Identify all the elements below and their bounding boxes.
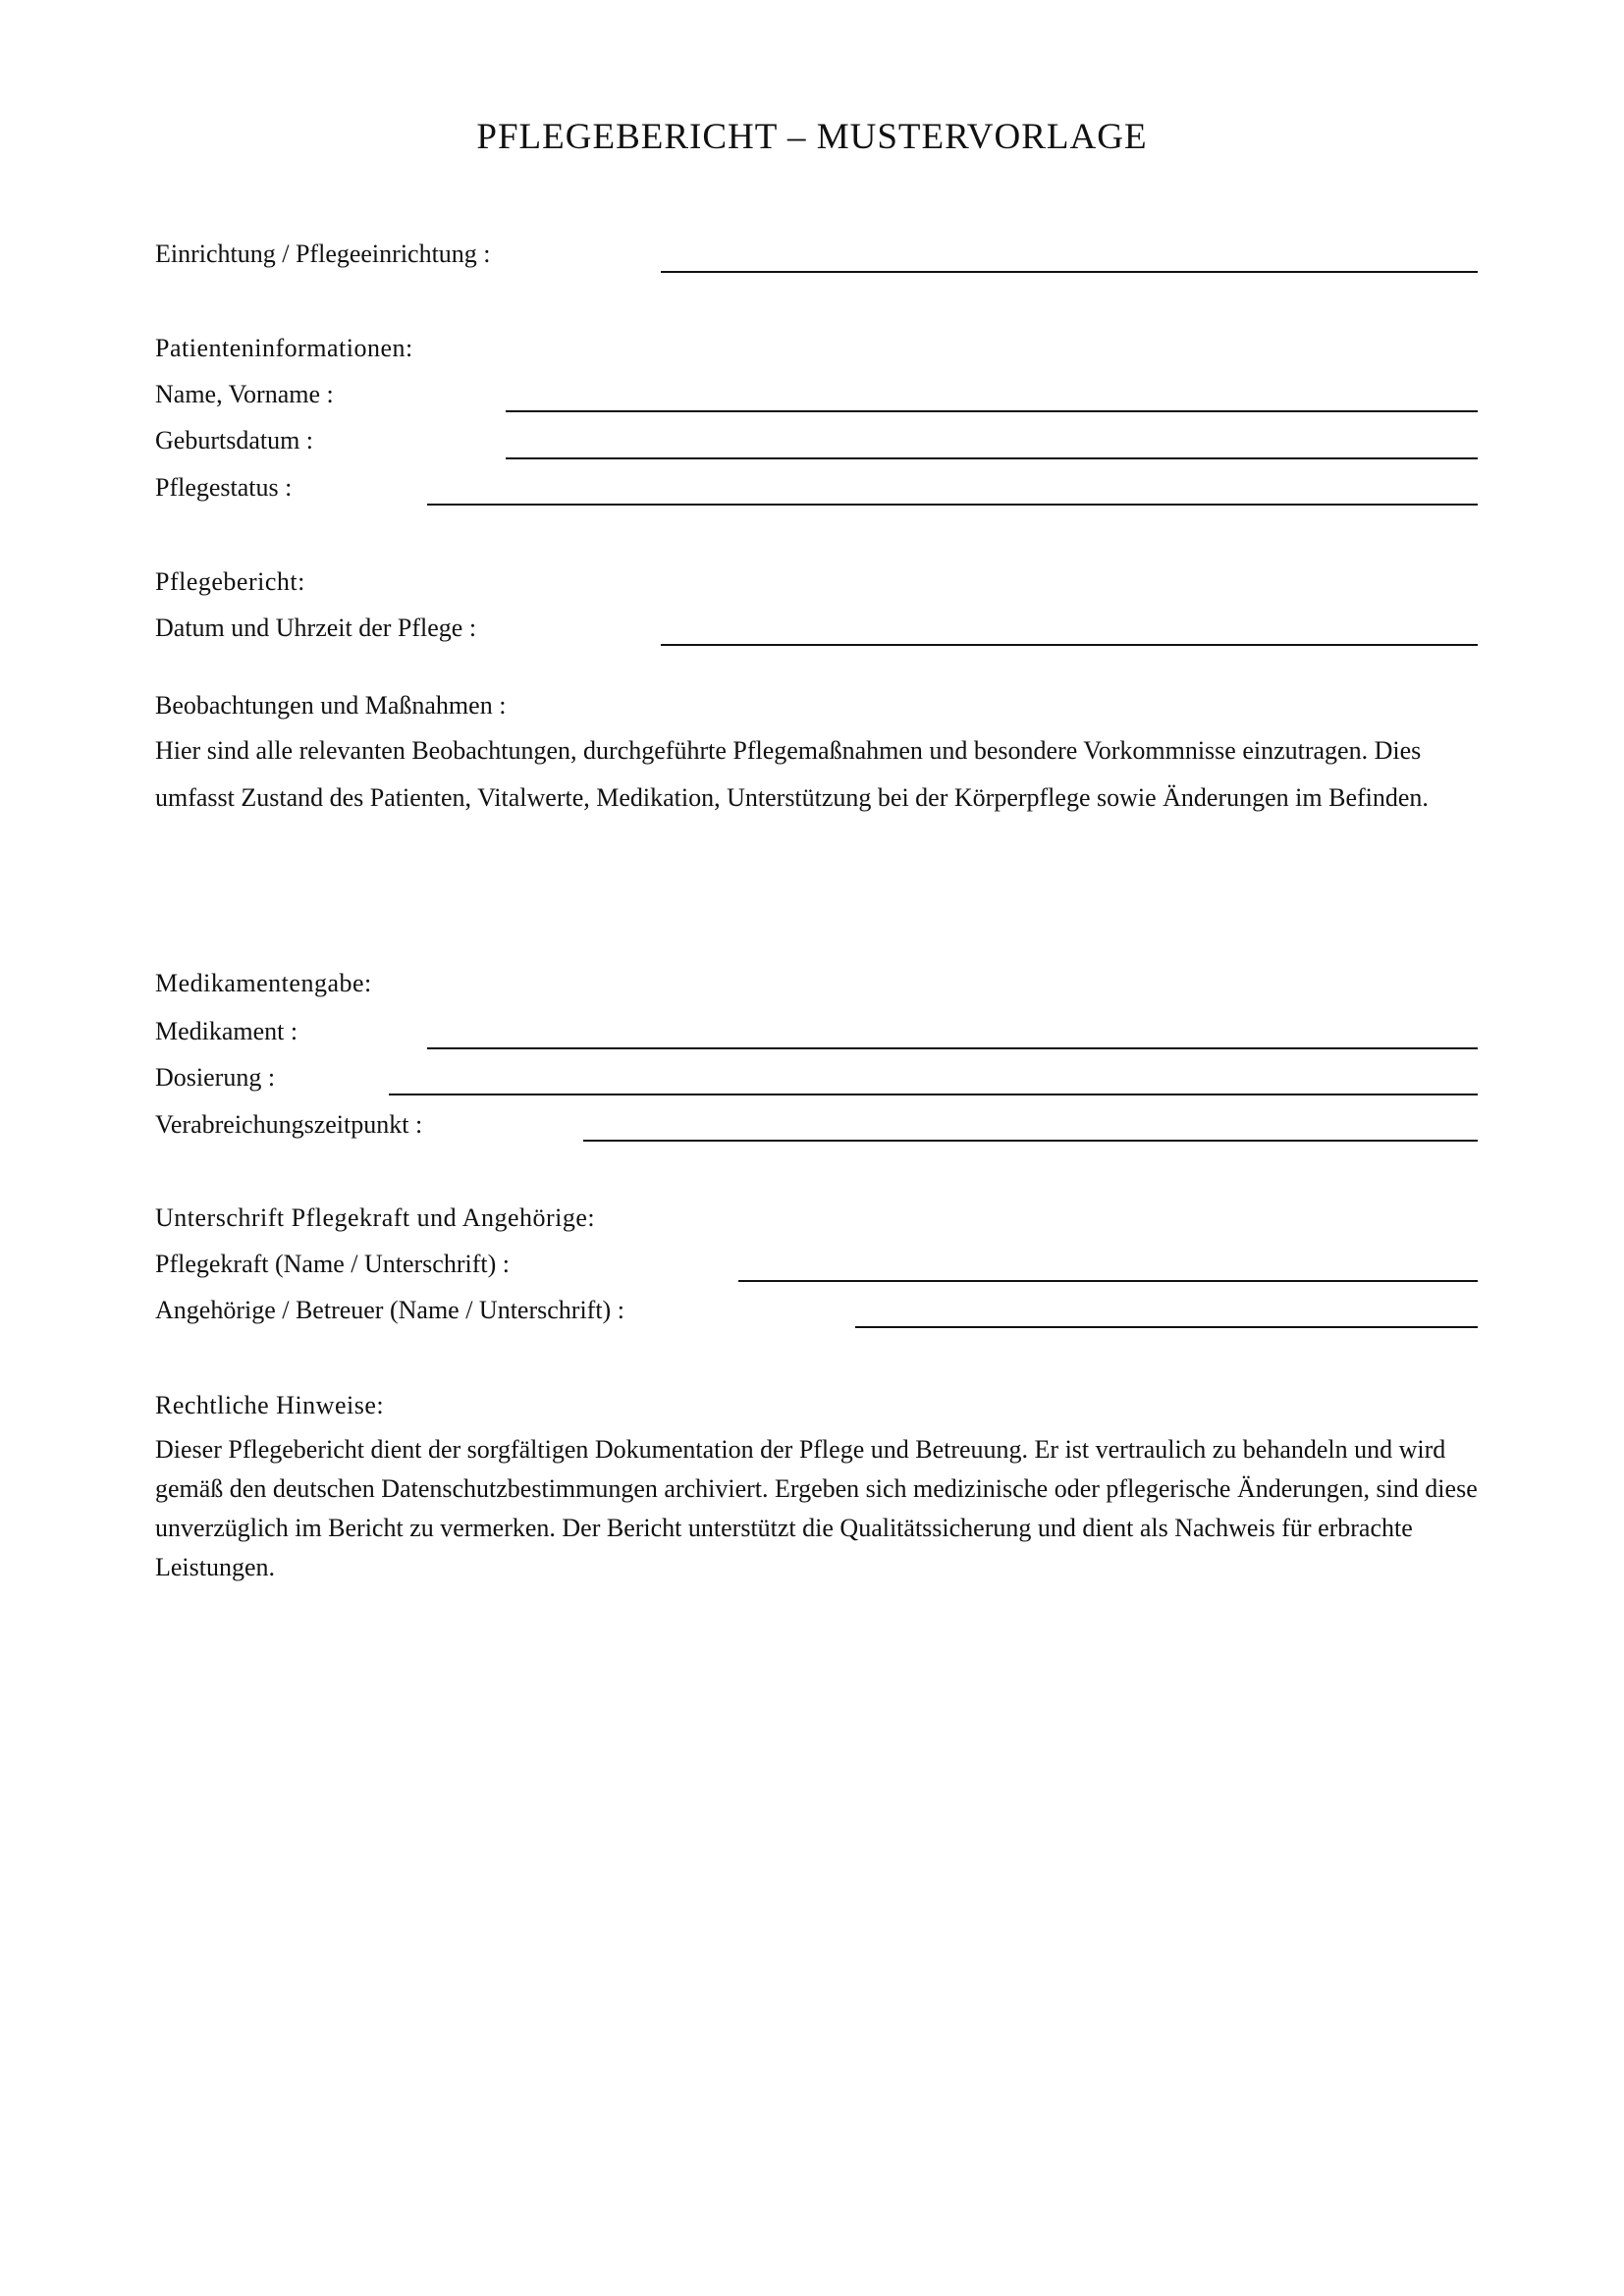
signature-heading: Unterschrift Pflegekraft und Angehörige: [155,1203,596,1232]
datetime-label: Datum und Uhrzeit der Pflege : [155,614,477,642]
care-status-input-line[interactable] [427,504,1478,506]
facility-label: Einrichtung / Pflegeeinrichtung : [155,240,491,268]
name-label: Name, Vorname : [155,380,334,408]
birthdate-input-line[interactable] [506,457,1478,459]
nurse-signature-label: Pflegekraft (Name / Unterschrift) : [155,1250,510,1278]
document-title: PFLEGEBERICHT – MUSTERVORLAGE [476,117,1148,157]
care-status-label: Pflegestatus : [155,473,293,502]
datetime-input-line[interactable] [661,644,1478,646]
facility-input-line[interactable] [661,271,1478,273]
legal-heading: Rechtliche Hinweise: [155,1391,385,1419]
nurse-signature-line[interactable] [738,1280,1478,1282]
relative-signature-label: Angehörige / Betreuer (Name / Unterschrift) : [155,1296,624,1324]
report-heading: Pflegebericht: [155,567,305,596]
dosage-label: Dosierung : [155,1063,276,1092]
observations-heading: Beobachtungen und Maßnahmen : [155,691,507,720]
medication-input-line[interactable] [427,1047,1478,1049]
dosage-input-line[interactable] [389,1094,1478,1095]
birthdate-label: Geburtsdatum : [155,426,314,454]
administration-time-label: Verabreichungszeitpunkt : [155,1110,423,1139]
name-input-line[interactable] [506,410,1478,412]
relative-signature-line[interactable] [855,1326,1478,1328]
observations-text: Hier sind alle relevanten Beobachtungen, durchgeführte Pflegemaßnahmen und besondere Vorkommnisse einzutragen. Dies umfasst Zustand des Patienten, Vitalwerte, Medikation, Unterstützung bei der Körperpflege sowie Änderungen im Befinden. [155,736,1429,812]
legal-text: Dieser Pflegebericht dient der sorgfältigen Dokumentation der Pflege und Betreuung. Er ist vertraulich zu behandeln und wird gemäß den deutschen Datenschutzbestimmungen archiviert. Ergeben sich medizinische oder pflegerische Änderungen, sind diese unverzüglich im Bericht zu vermerken. Der Bericht unterstützt die Qualitätssicherung und dient als Nachweis für erbrachte Leistungen. [155,1435,1478,1581]
patient-info-heading: Patienteninformationen: [155,334,413,362]
administration-time-input-line[interactable] [583,1140,1478,1142]
medication-label: Medikament : [155,1017,298,1045]
medication-heading: Medikamentengabe: [155,969,372,997]
